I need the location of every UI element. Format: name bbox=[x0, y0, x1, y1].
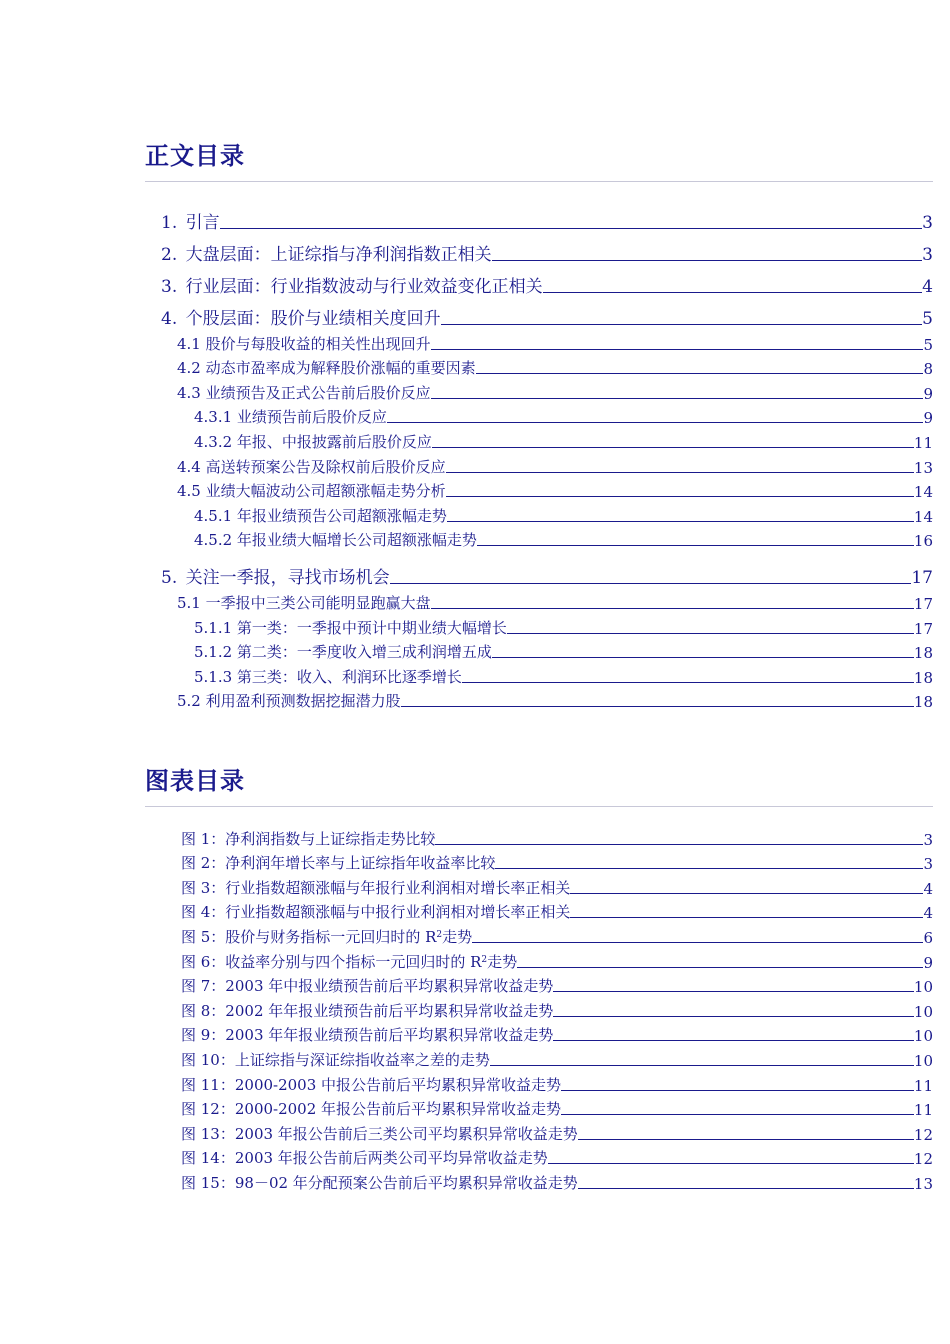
toc-page-number[interactable]: 3 bbox=[923, 855, 933, 874]
toc-page-number[interactable]: 11 bbox=[913, 433, 933, 452]
superscript: 2 bbox=[481, 954, 488, 965]
toc-entry-label[interactable]: 2. 大盘层面：上证综指与净利润指数正相关 bbox=[161, 245, 492, 265]
toc-page-number[interactable]: 9 bbox=[923, 953, 933, 972]
toc-page-number[interactable]: 18 bbox=[913, 668, 933, 687]
toc-entry-label[interactable]: 4.4 高送转预案公告及除权前后股价反应 bbox=[177, 457, 446, 476]
toc-entry-label[interactable]: 5.1 一季报中三类公司能明显跑赢大盘 bbox=[177, 593, 431, 612]
figure-entry[interactable] bbox=[181, 1021, 933, 1046]
figure-entry[interactable] bbox=[181, 1119, 933, 1144]
toc-page-number[interactable]: 11 bbox=[913, 1101, 933, 1120]
leader-line bbox=[390, 583, 912, 584]
toc-page-number[interactable]: 3 bbox=[922, 213, 933, 233]
leader-line bbox=[492, 657, 914, 658]
leader-line bbox=[548, 1163, 914, 1164]
figure-entry[interactable] bbox=[181, 824, 933, 849]
toc-entry-label[interactable]: 图 5：股价与财务指标一元回归时的 $R^2$走势 bbox=[181, 927, 473, 946]
toc-entry-level-2[interactable] bbox=[177, 378, 933, 403]
leader-line bbox=[472, 942, 923, 943]
superscript: 2 bbox=[436, 929, 443, 940]
toc-entry-level-3[interactable] bbox=[194, 526, 933, 551]
toc-entry-label[interactable]: 4.3.1 业绩预告前后股价反应 bbox=[194, 408, 387, 427]
leader-line bbox=[446, 472, 914, 473]
leader-line bbox=[517, 967, 923, 968]
toc-entry-label[interactable]: 5.2 利用盈利预测数据挖掘潜力股 bbox=[177, 692, 401, 711]
toc-entry-level-3[interactable] bbox=[194, 638, 933, 663]
toc-entry-label[interactable]: 4.3 业绩预告及正式公告前后股价反应 bbox=[177, 383, 431, 402]
toc-page-number[interactable]: 17 bbox=[911, 568, 933, 589]
leader-line bbox=[435, 844, 923, 845]
toc-entry-label[interactable]: 5.1.3 第三类：收入、利润环比逐季增长 bbox=[194, 667, 462, 686]
leader-line bbox=[220, 228, 923, 229]
leader-line bbox=[553, 991, 914, 992]
leader-line bbox=[553, 1016, 914, 1017]
leader-line bbox=[570, 917, 923, 918]
toc-page-number[interactable]: 4 bbox=[923, 904, 933, 923]
figure-entry[interactable] bbox=[181, 1095, 933, 1120]
leader-line bbox=[441, 324, 923, 325]
toc-entry-level-2[interactable] bbox=[177, 452, 933, 477]
toc-entry-level-3[interactable] bbox=[194, 613, 933, 638]
toc-page-number[interactable]: 4 bbox=[922, 277, 933, 297]
toc-entry-label[interactable]: 图 12：2000-2002 年报公告前后平均累积异常收益走势 bbox=[181, 1100, 562, 1119]
leader-line bbox=[447, 521, 914, 522]
toc-entry-label[interactable]: 4.5 业绩大幅波动公司超额涨幅走势分析 bbox=[177, 482, 446, 501]
leader-line bbox=[495, 868, 923, 869]
toc-entry-label[interactable]: 图 7：2003 年中报业绩预告前后平均累积异常收益走势 bbox=[181, 977, 554, 996]
toc-page-number[interactable]: 8 bbox=[923, 360, 933, 379]
toc-entry-label[interactable]: 5.1.2 第二类：一季度收入增三成利润增五成 bbox=[194, 643, 492, 662]
leader-line bbox=[578, 1139, 914, 1140]
leader-line bbox=[462, 682, 914, 683]
toc-entry-label[interactable]: 5.1.1 第一类：一季报中预计中期业绩大幅增长 bbox=[194, 618, 507, 637]
toc-entry-level-1[interactable] bbox=[161, 201, 933, 233]
toc-page-number[interactable]: 10 bbox=[913, 1027, 933, 1046]
toc-page-number[interactable]: 17 bbox=[913, 619, 933, 638]
figure-entry[interactable] bbox=[181, 1045, 933, 1070]
toc-page-number[interactable]: 11 bbox=[913, 1076, 933, 1095]
figure-entry[interactable] bbox=[181, 898, 933, 923]
leader-line bbox=[543, 292, 923, 293]
toc-entry-label[interactable]: 图 1：净利润指数与上证综指走势比较 bbox=[181, 829, 436, 848]
toc-entry-label[interactable]: 3. 行业层面：行业指数波动与行业效益变化正相关 bbox=[161, 277, 543, 297]
toc-entry-label[interactable]: 4.5.1 年报业绩预告公司超额涨幅走势 bbox=[194, 506, 447, 525]
toc-entry-label[interactable]: 1. 引言 bbox=[161, 213, 220, 233]
toc-entry-level-2[interactable] bbox=[177, 354, 933, 379]
toc-entry-label[interactable]: 图 8：2002 年年报业绩预告前后平均累积异常收益走势 bbox=[181, 1001, 554, 1020]
toc-entry-label[interactable]: 图 4：行业指数超额涨幅与中报行业利润相对增长率正相关 bbox=[181, 903, 571, 922]
toc-entry-level-3[interactable] bbox=[194, 501, 933, 526]
toc-page-number[interactable]: 10 bbox=[913, 978, 933, 997]
toc-page-number[interactable]: 3 bbox=[922, 245, 933, 265]
toc-entry-label[interactable]: 5. 关注一季报，寻找市场机会 bbox=[161, 568, 390, 589]
toc-entry-label[interactable]: 图 9：2003 年年报业绩预告前后平均累积异常收益走势 bbox=[181, 1026, 554, 1045]
leader-line bbox=[561, 1114, 914, 1115]
toc-entry-level-3[interactable] bbox=[194, 427, 933, 452]
toc-entry-level-2[interactable] bbox=[177, 588, 933, 613]
figure-entry[interactable] bbox=[181, 873, 933, 898]
figure-entry[interactable] bbox=[181, 849, 933, 874]
toc-entry-label[interactable]: 4.5.2 年报业绩大幅增长公司超额涨幅走势 bbox=[194, 531, 477, 550]
toc-entry-level-2[interactable] bbox=[177, 687, 933, 712]
toc-entry-label[interactable]: 图 11：2000-2003 中报公告前后平均累积异常收益走势 bbox=[181, 1075, 562, 1094]
figure-entry[interactable] bbox=[181, 996, 933, 1021]
toc-page-number[interactable]: 14 bbox=[913, 507, 933, 526]
figures-toc-list bbox=[145, 824, 933, 1193]
leader-line bbox=[431, 608, 914, 609]
leader-line bbox=[507, 633, 914, 634]
toc-page-number[interactable]: 6 bbox=[923, 928, 933, 947]
toc-page-number[interactable]: 9 bbox=[923, 409, 933, 428]
toc-page-number[interactable]: 12 bbox=[913, 1150, 933, 1169]
toc-entry-label[interactable]: 图 13：2003 年报公告前后三类公司平均累积异常收益走势 bbox=[181, 1124, 578, 1143]
toc-entry-label[interactable]: 图 10：上证综指与深证综指收益率之差的走势 bbox=[181, 1050, 490, 1069]
toc-page-number[interactable]: 5 bbox=[922, 309, 933, 329]
leader-line bbox=[432, 447, 914, 448]
leader-line bbox=[476, 373, 924, 374]
toc-entry-level-2[interactable] bbox=[177, 477, 933, 502]
figure-entry[interactable] bbox=[181, 972, 933, 997]
toc-entry-label[interactable]: 图 15：98－02 年分配预案公告前后平均累积异常收益走势 bbox=[181, 1173, 578, 1192]
figure-entry[interactable] bbox=[181, 1144, 933, 1169]
leader-line bbox=[431, 398, 924, 399]
toc-page-number[interactable]: 16 bbox=[913, 532, 933, 551]
toc-page-number[interactable]: 10 bbox=[913, 1051, 933, 1070]
toc-entry-level-1[interactable] bbox=[161, 556, 933, 588]
leader-line bbox=[492, 260, 923, 261]
leader-line bbox=[387, 422, 924, 423]
leader-line bbox=[477, 545, 914, 546]
toc-page-number[interactable]: 5 bbox=[923, 335, 933, 354]
toc-page-number[interactable]: 13 bbox=[913, 458, 933, 477]
toc-page-number[interactable]: 9 bbox=[923, 384, 933, 403]
toc-page-number[interactable]: 3 bbox=[923, 830, 933, 849]
body-toc-heading: 正文目录 bbox=[145, 136, 933, 182]
leader-line bbox=[553, 1040, 914, 1041]
toc-entry-level-3[interactable] bbox=[194, 403, 933, 428]
leader-line bbox=[578, 1188, 914, 1189]
figure-entry[interactable] bbox=[181, 922, 933, 947]
toc-page-number[interactable]: 14 bbox=[913, 483, 933, 502]
leader-line bbox=[446, 496, 914, 497]
toc-entry-label[interactable]: 4.3.2 年报、中报披露前后股价反应 bbox=[194, 432, 432, 451]
toc-page-number[interactable]: 12 bbox=[913, 1125, 933, 1144]
toc-page-number[interactable]: 18 bbox=[913, 644, 933, 663]
toc-entry-label[interactable]: 图 6：收益率分别与四个指标一元回归时的 $R^2$走势 bbox=[181, 952, 518, 971]
leader-line bbox=[401, 706, 914, 707]
figure-entry[interactable] bbox=[181, 947, 933, 972]
figures-toc-heading: 图表目录 bbox=[145, 761, 933, 807]
toc-page-number[interactable]: 18 bbox=[913, 693, 933, 712]
toc-entry-level-1[interactable] bbox=[161, 297, 933, 329]
toc-page-number[interactable]: 13 bbox=[913, 1174, 933, 1193]
toc-entry-label[interactable]: 图 3：行业指数超额涨幅与年报行业利润相对增长率正相关 bbox=[181, 878, 571, 897]
toc-page-number[interactable]: 4 bbox=[923, 879, 933, 898]
toc-entry-level-1[interactable] bbox=[161, 265, 933, 297]
figure-entry[interactable] bbox=[181, 1168, 933, 1193]
leader-line bbox=[490, 1065, 914, 1066]
toc-entry-label[interactable]: 4. 个股层面：股价与业绩相关度回升 bbox=[161, 309, 441, 329]
toc-entry-label[interactable]: 4.2 动态市盈率成为解释股价涨幅的重要因素 bbox=[177, 359, 476, 378]
toc-entry-label[interactable]: 4.1 股价与每股收益的相关性出现回升 bbox=[177, 334, 431, 353]
toc-entry-level-3[interactable] bbox=[194, 662, 933, 687]
leader-line bbox=[431, 349, 924, 350]
figure-entry[interactable] bbox=[181, 1070, 933, 1095]
toc-entry-level-2[interactable] bbox=[177, 329, 933, 354]
toc-page-number[interactable]: 17 bbox=[913, 594, 933, 613]
body-toc-list bbox=[145, 201, 933, 711]
toc-page-number[interactable]: 10 bbox=[913, 1002, 933, 1021]
leader-line bbox=[570, 893, 923, 894]
leader-line bbox=[561, 1090, 914, 1091]
toc-entry-label[interactable]: 图 14：2003 年报公告前后两类公司平均异常收益走势 bbox=[181, 1149, 548, 1168]
toc-entry-level-1[interactable] bbox=[161, 233, 933, 265]
toc-entry-label[interactable]: 图 2：净利润年增长率与上证综指年收益率比较 bbox=[181, 854, 496, 873]
